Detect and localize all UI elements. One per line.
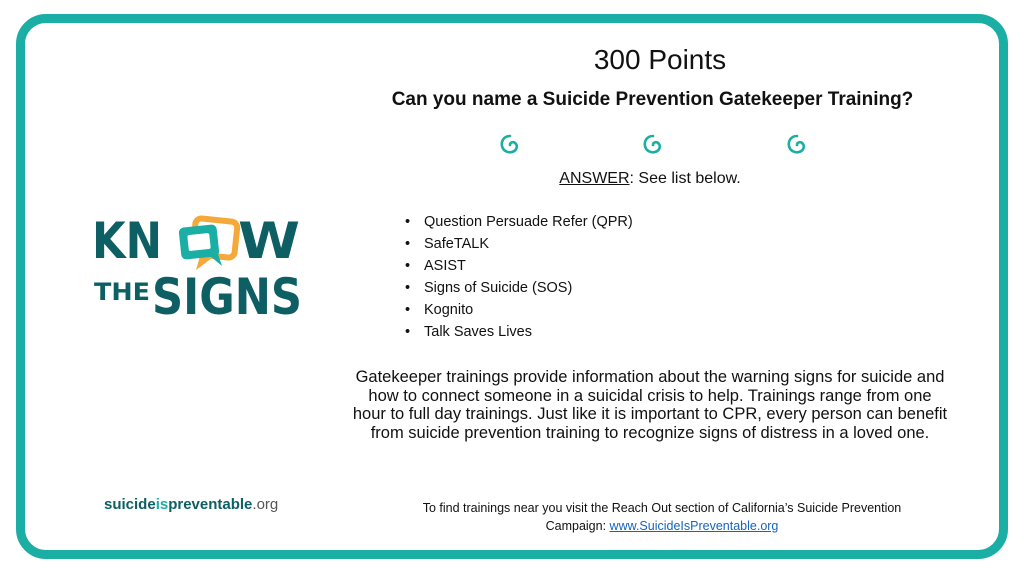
site-part: is (155, 496, 169, 513)
campaign-link[interactable]: www.SuicideIsPreventable.org (609, 519, 779, 533)
answer-text: : See list below. (629, 170, 741, 187)
answer-label: ANSWER (559, 170, 630, 187)
list-item: • Talk Saves Lives (398, 321, 633, 343)
list-item: • Signs of Suicide (SOS) (398, 277, 633, 299)
suicide-is-preventable-logo (104, 496, 278, 513)
question-heading: Can you name a Suicide Prevention Gatekeeper Training? (391, 89, 914, 110)
training-list (398, 211, 633, 343)
list-item: • ASIST (398, 255, 633, 277)
footer-line: To find trainings near you visit the Reach Out section of California’s Suicide Prevention (422, 501, 902, 515)
swirl-icon (497, 132, 523, 158)
logo-text: KN (92, 212, 162, 270)
site-part: preventable (168, 496, 253, 513)
speech-bubble-icon (178, 218, 237, 270)
logo-text: THE (94, 278, 150, 306)
logo-text: SIGNS (152, 268, 302, 322)
footer-prefix: Campaign: (545, 519, 610, 533)
swirl-icon (640, 132, 666, 158)
description-paragraph: Gatekeeper trainings provide information about the warning signs for suicide and how to connect someone in a suicidal crisis to help. Trainings range from one hour to full day trainings. Just like it is important to CPR, every person can benefit from suicide prevention training to recognize signs of distress in a loved one. (352, 368, 948, 442)
know-the-signs-logo (90, 212, 310, 322)
swirl-icon (784, 132, 810, 158)
slide-title: 300 Points (593, 44, 727, 75)
site-part: .org (252, 496, 279, 513)
list-item: • SafeTALK (398, 233, 633, 255)
site-part: suicide (104, 496, 156, 513)
footer-line (362, 517, 962, 535)
answer-line (440, 170, 860, 188)
logo-text: W (238, 212, 300, 270)
list-item: • Kognito (398, 299, 633, 321)
footer-note (362, 499, 962, 535)
list-item: • Question Persuade Refer (QPR) (398, 211, 633, 233)
